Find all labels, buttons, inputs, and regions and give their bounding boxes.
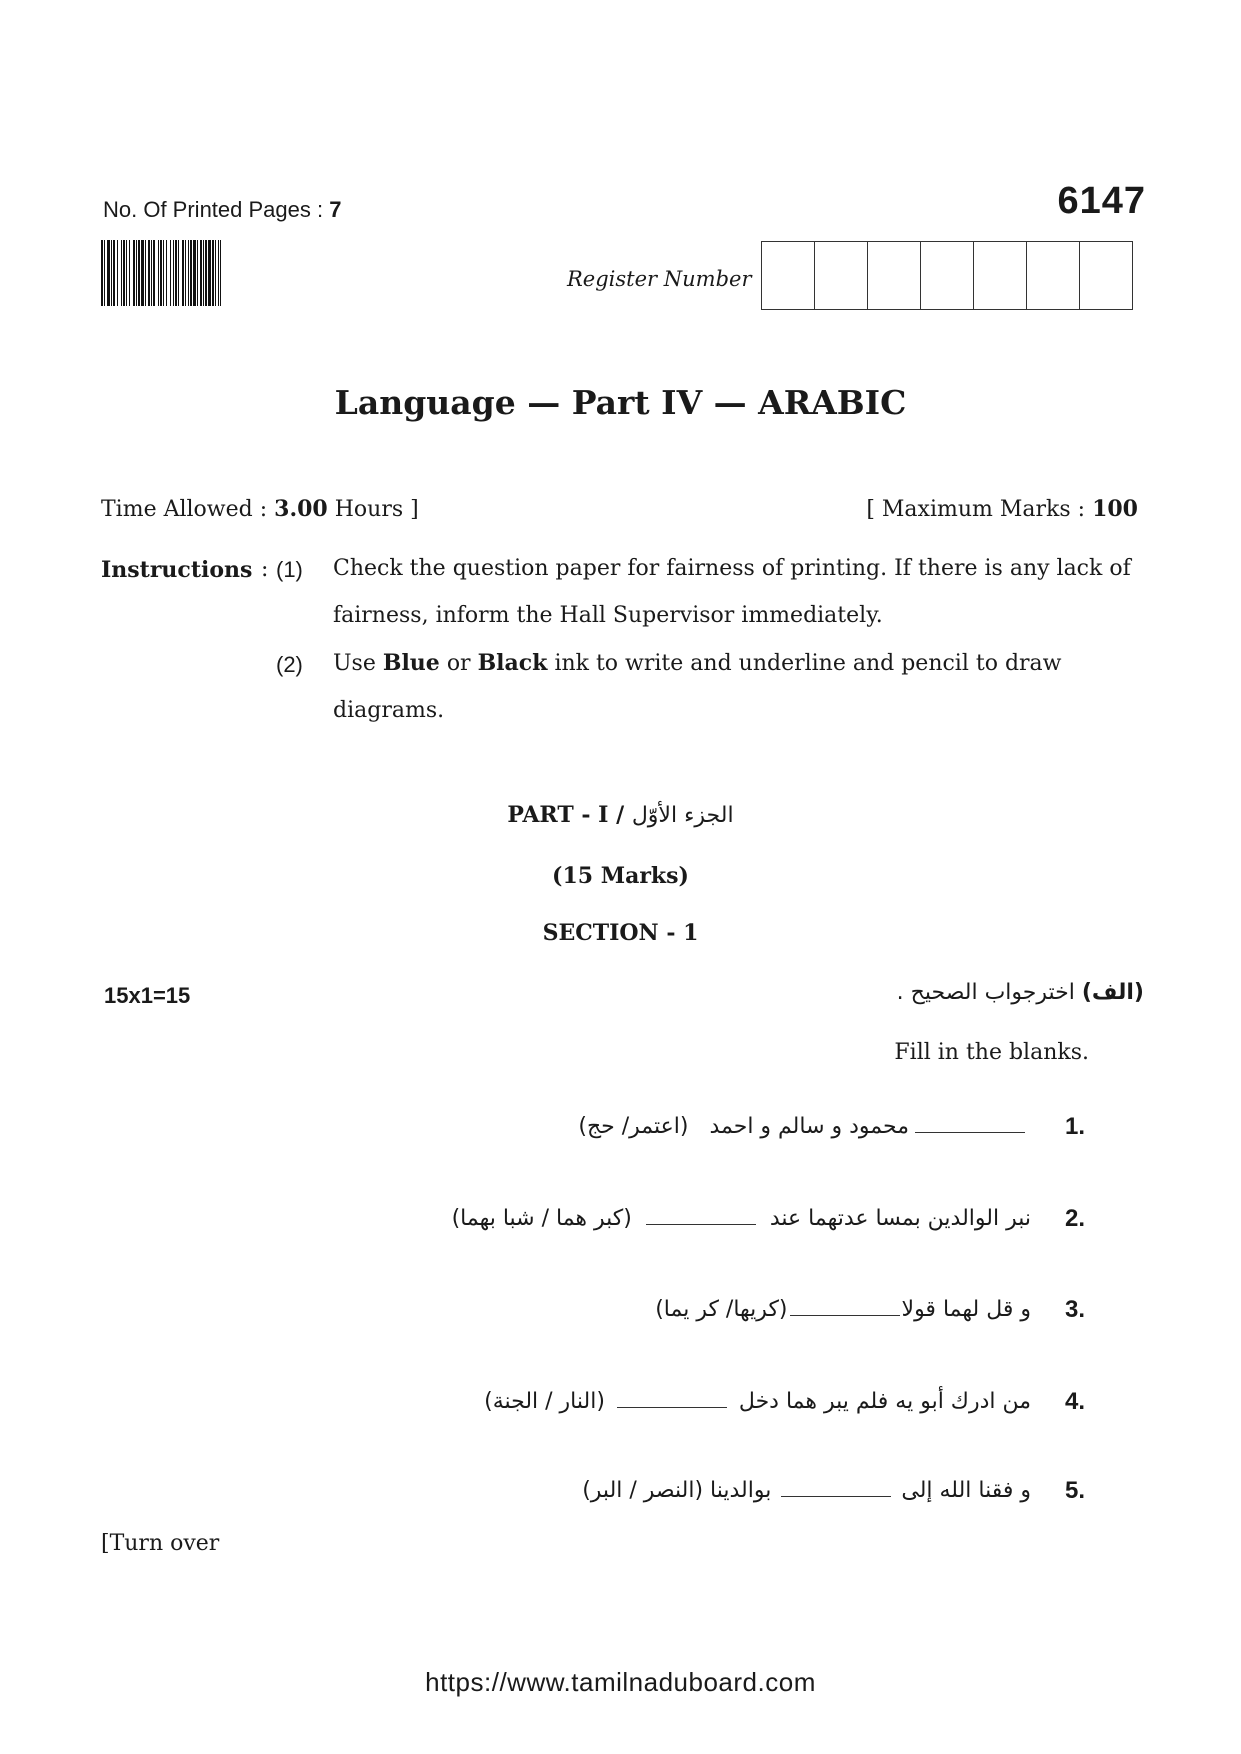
answer-blank[interactable] [915,1131,1025,1133]
question-part-before: نبر الوالدين بمسا عدتهما عند [769,1206,1031,1231]
question-options: (كبر هما / شبا بهما) [451,1206,632,1231]
register-digit-box[interactable] [1080,242,1132,309]
question-part-before: و قل لهما قولا [901,1297,1031,1322]
question-part-after: بوالدينا [710,1478,772,1503]
instruction-text-part: or [446,651,471,676]
section-label-arabic: (الف) [1081,980,1144,1005]
max-marks-label: [ Maximum Marks : [866,497,1086,522]
question-text [578,1114,1031,1139]
time-value: 3.00 [274,496,328,522]
question-text [452,1206,1031,1231]
answer-blank[interactable] [617,1406,727,1408]
register-digit-box[interactable] [762,242,815,309]
question-number: 4. [1064,1388,1085,1415]
barcode-image [101,240,347,306]
register-digit-box[interactable] [868,242,921,309]
section-instruction-english: Fill in the blanks. [894,1040,1089,1065]
question-text [484,1389,1031,1414]
answer-blank[interactable] [646,1223,756,1225]
section-heading: SECTION - 1 [542,920,699,946]
register-digit-box[interactable] [815,242,868,309]
section-instruction-arabic [897,980,1144,1005]
question-options: (النار / الجنة) [484,1389,605,1414]
question-number: 5. [1064,1477,1085,1504]
register-digit-box[interactable] [921,242,974,309]
printed-pages-label: No. Of Printed Pages : [103,197,324,222]
instructions-label: Instructions [101,557,253,583]
question-part-after: محمود و سالم و احمد [709,1114,909,1139]
time-allowed [101,496,419,522]
instruction-number: (2) [276,652,303,677]
printed-pages-info [103,197,341,223]
paper-code: 6147 [1057,180,1146,222]
question-text [582,1478,1031,1503]
part-label-arabic: الجزء الأوّل [631,803,734,828]
instructions-colon: : [261,557,269,582]
question-options: (النصر / البر) [582,1478,704,1503]
question-options: (اعتمر/ حج) [578,1114,689,1139]
instruction-text-part: Use [333,651,376,676]
answer-blank[interactable] [781,1495,891,1497]
question-part-before: من ادرك أبو يه فلم يبر هما دخل [738,1389,1031,1414]
time-suffix: Hours ] [334,497,419,522]
instruction-text: Check the question paper for fairness of printing. If there is any lack of fairness, inform the Hall Supervisor immediately. [333,556,1131,628]
part-marks: (15 Marks) [552,863,689,889]
register-number-label: Register Number [567,267,752,291]
maximum-marks [866,496,1138,522]
instruction-number: (1) [276,557,303,582]
footer-url[interactable]: https://www.tamilnaduboard.com [425,1667,816,1697]
question-text [655,1297,1031,1322]
question-number: 3. [1064,1296,1085,1323]
instruction-text-part: ink to write and underline and pencil to draw diagrams. [333,651,1062,723]
instruction-bold-blue: Blue [382,650,440,676]
max-marks-value: 100 [1092,496,1138,522]
question-number: 2. [1064,1205,1085,1232]
section-instruction-text: اخترجواب الصحيح . [896,980,1075,1005]
question-number: 1. [1064,1113,1085,1140]
register-digit-box[interactable] [1027,242,1080,309]
instruction-text [333,640,1153,734]
register-digit-box[interactable] [974,242,1027,309]
register-number-boxes[interactable] [761,241,1133,310]
question-options: (كريها/ كر يما) [655,1297,788,1322]
answer-blank[interactable] [790,1314,900,1316]
part-label: PART - I / [507,802,625,828]
part-heading [0,802,1241,828]
turn-over-note: [Turn over [101,1531,220,1556]
printed-pages-value: 7 [329,197,342,222]
question-part-before: و فقنا الله إلى [901,1478,1031,1503]
marks-split: 15x1=15 [104,983,191,1008]
page-title: Language — Part IV — ARABIC [334,383,907,422]
instruction-bold-black: Black [477,650,548,676]
time-label: Time Allowed : [101,497,268,522]
